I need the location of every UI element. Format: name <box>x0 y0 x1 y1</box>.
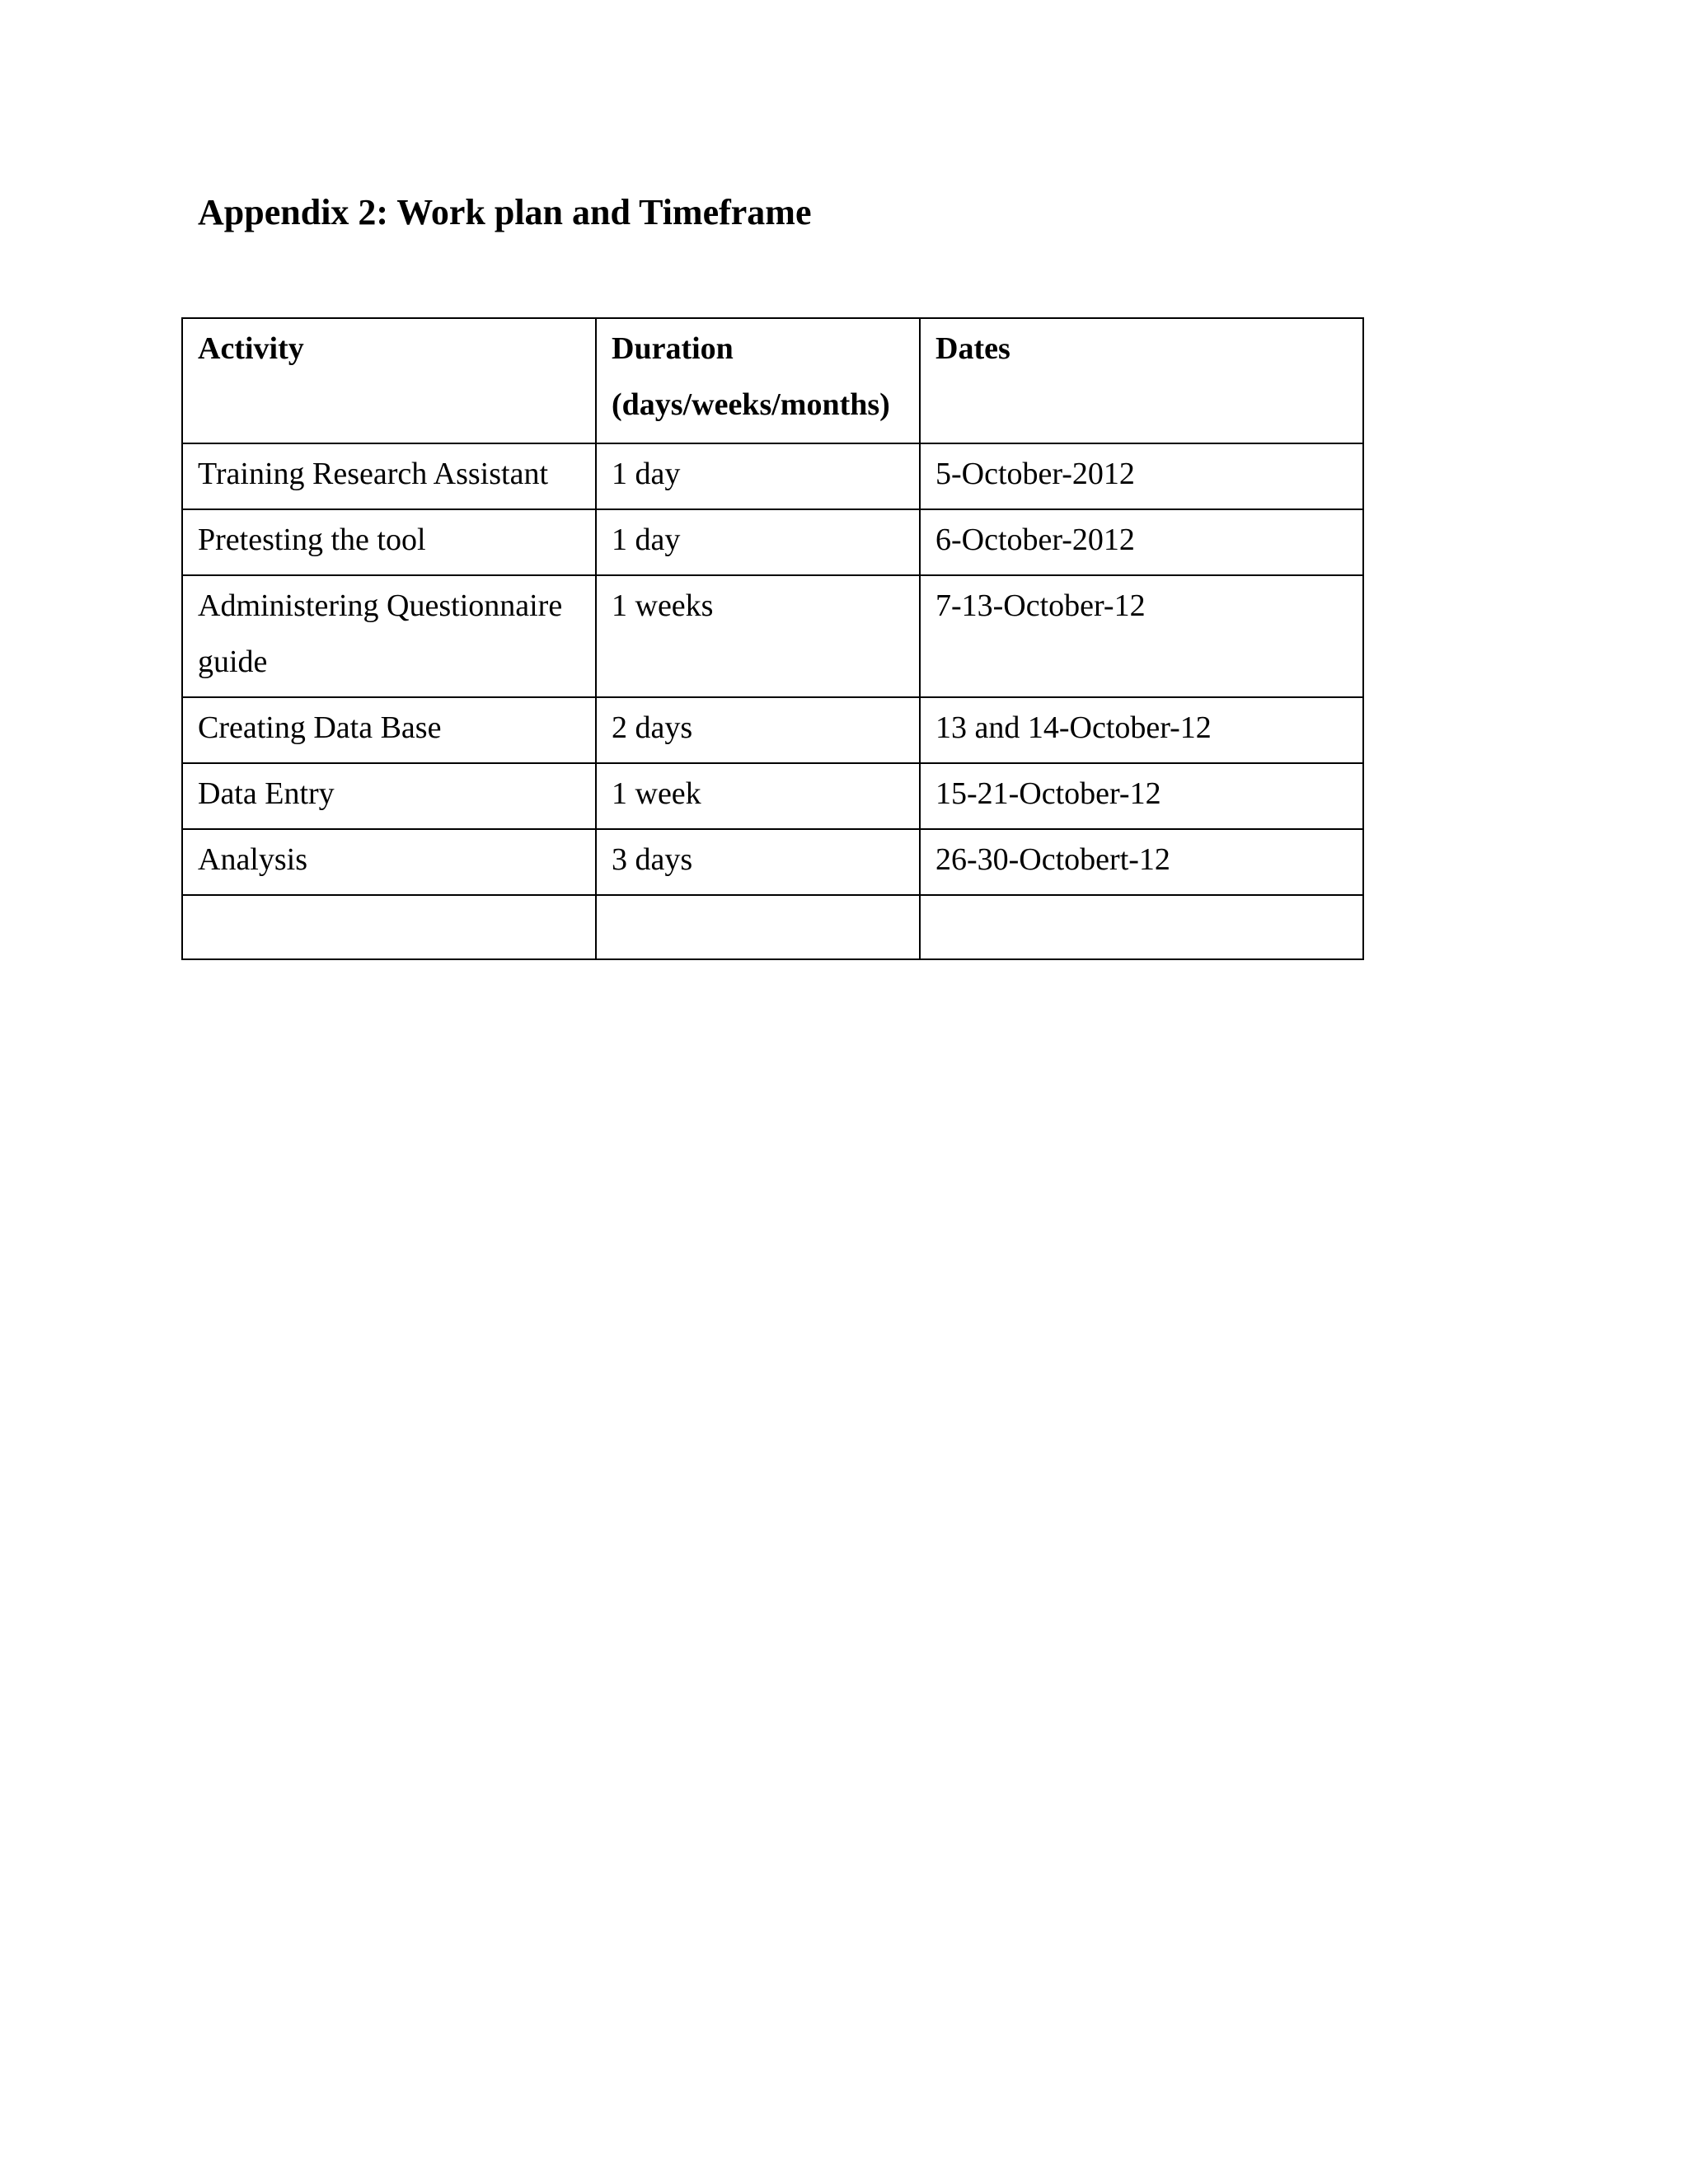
header-duration-label: Duration <box>612 331 734 366</box>
table-row <box>182 829 1363 895</box>
duration-cell: 1 day <box>596 509 920 575</box>
duration-cell: 1 week <box>596 763 920 829</box>
table-row <box>182 575 1363 697</box>
duration-cell: 1 day <box>596 443 920 509</box>
table-row <box>182 763 1363 829</box>
activity-cell: Creating Data Base <box>182 697 596 763</box>
activity-cell: Data Entry <box>182 763 596 829</box>
work-plan-table <box>181 317 1364 960</box>
activity-cell <box>182 895 596 959</box>
table-row <box>182 509 1363 575</box>
header-duration <box>596 318 920 443</box>
activity-cell: Administering Questionnaire guide <box>182 575 596 697</box>
dates-cell: 7-13-October-12 <box>920 575 1363 697</box>
duration-cell <box>596 895 920 959</box>
header-activity: Activity <box>182 318 596 443</box>
header-dates: Dates <box>920 318 1363 443</box>
activity-cell: Training Research Assistant <box>182 443 596 509</box>
page-title: Appendix 2: Work plan and Timeframe <box>198 192 812 232</box>
table-row <box>182 443 1363 509</box>
table-header-row <box>182 318 1363 443</box>
dates-cell: 13 and 14-October-12 <box>920 697 1363 763</box>
duration-cell: 2 days <box>596 697 920 763</box>
activity-cell: Analysis <box>182 829 596 895</box>
table-row <box>182 697 1363 763</box>
activity-cell: Pretesting the tool <box>182 509 596 575</box>
duration-cell: 1 weeks <box>596 575 920 697</box>
dates-cell: 26-30-Octobert-12 <box>920 829 1363 895</box>
dates-cell <box>920 895 1363 959</box>
table-row-empty <box>182 895 1363 959</box>
dates-cell: 5-October-2012 <box>920 443 1363 509</box>
dates-cell: 15-21-October-12 <box>920 763 1363 829</box>
dates-cell: 6-October-2012 <box>920 509 1363 575</box>
duration-cell: 3 days <box>596 829 920 895</box>
header-duration-unit: (days/weeks/months) <box>612 387 890 422</box>
